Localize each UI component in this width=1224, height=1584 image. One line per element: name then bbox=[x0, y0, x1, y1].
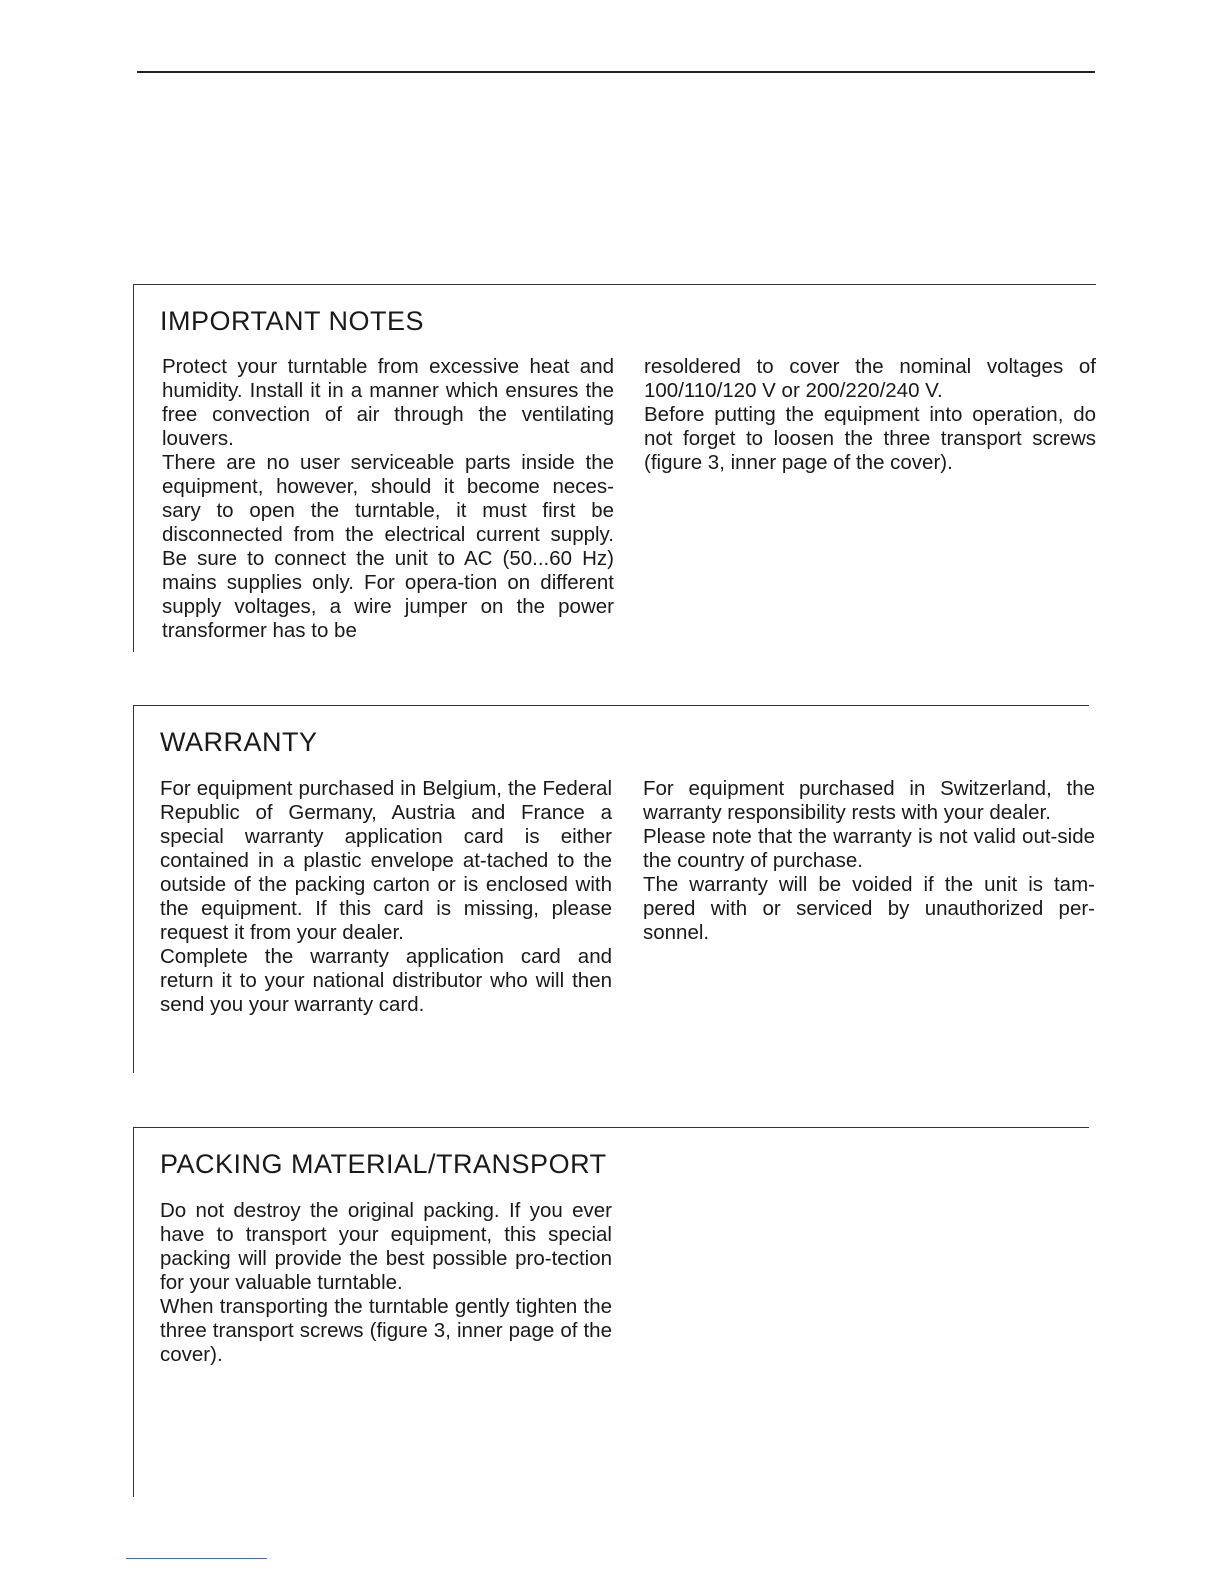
paragraph: Protect your turntable from excessive heat and humidity. Install it in a manner which ensures the free convection of air through the ventilating louvers. bbox=[162, 355, 614, 450]
paragraph: When transporting the turntable gently tighten the three transport screws (figure 3, inner page of the cover). bbox=[160, 1295, 612, 1366]
paragraph: Before putting the equipment into operation, do not forget to loosen the three transport screws (figure 3, inner page of the cover). bbox=[644, 403, 1096, 474]
paragraph: For equipment purchased in Belgium, the Federal Republic of Germany, Austria and France a special warranty application card is either contained in a plastic envelope at-tached to the outside of the packing carton or is enclosed with the equipment. If this card is missing, please request it from your dealer. bbox=[160, 777, 612, 944]
section-important-notes bbox=[133, 284, 1096, 652]
section-title: PACKING MATERIAL/TRANSPORT bbox=[160, 1149, 607, 1179]
paragraph: For equipment purchased in Switzerland, the warranty responsibility rests with your dealer. bbox=[643, 777, 1095, 824]
left-column bbox=[162, 355, 614, 643]
right-column bbox=[644, 355, 1096, 475]
paragraph: resoldered to cover the nominal voltages of 100/110/120 V or 200/220/240 V. bbox=[644, 355, 1096, 402]
paragraph: Please note that the warranty is not valid out-side the country of purchase. bbox=[643, 825, 1095, 872]
section-rule bbox=[134, 284, 1096, 285]
paragraph: Do not destroy the original packing. If you ever have to transport your equipment, this special packing will provide the best possible pro-tection for your valuable turntable. bbox=[160, 1199, 612, 1294]
paragraph: The warranty will be voided if the unit is tam-pered with or serviced by unauthorized per-sonnel. bbox=[643, 873, 1095, 944]
right-column bbox=[643, 777, 1095, 945]
top-rule bbox=[137, 71, 1095, 73]
left-column bbox=[160, 777, 612, 1017]
section-title: IMPORTANT NOTES bbox=[160, 306, 425, 336]
section-warranty bbox=[133, 705, 1095, 1073]
section-packing-transport bbox=[133, 1127, 612, 1497]
section-rule bbox=[134, 705, 1089, 706]
left-column bbox=[160, 1199, 612, 1367]
section-title: WARRANTY bbox=[160, 727, 318, 757]
paragraph: There are no user serviceable parts inside the equipment, however, should it become neces-sary to open the turntable, it must first be disconnected from the electrical current supply. Be sure to connect the unit to AC (50...60 Hz) mains supplies only. For opera-tion on different supply voltages, a wire jumper on the power transformer has to be bbox=[162, 451, 614, 642]
bottom-rule bbox=[126, 1558, 267, 1559]
section-rule bbox=[134, 1127, 1089, 1128]
paragraph: Complete the warranty application card and return it to your national distributor who will then send you your warranty card. bbox=[160, 945, 612, 1016]
